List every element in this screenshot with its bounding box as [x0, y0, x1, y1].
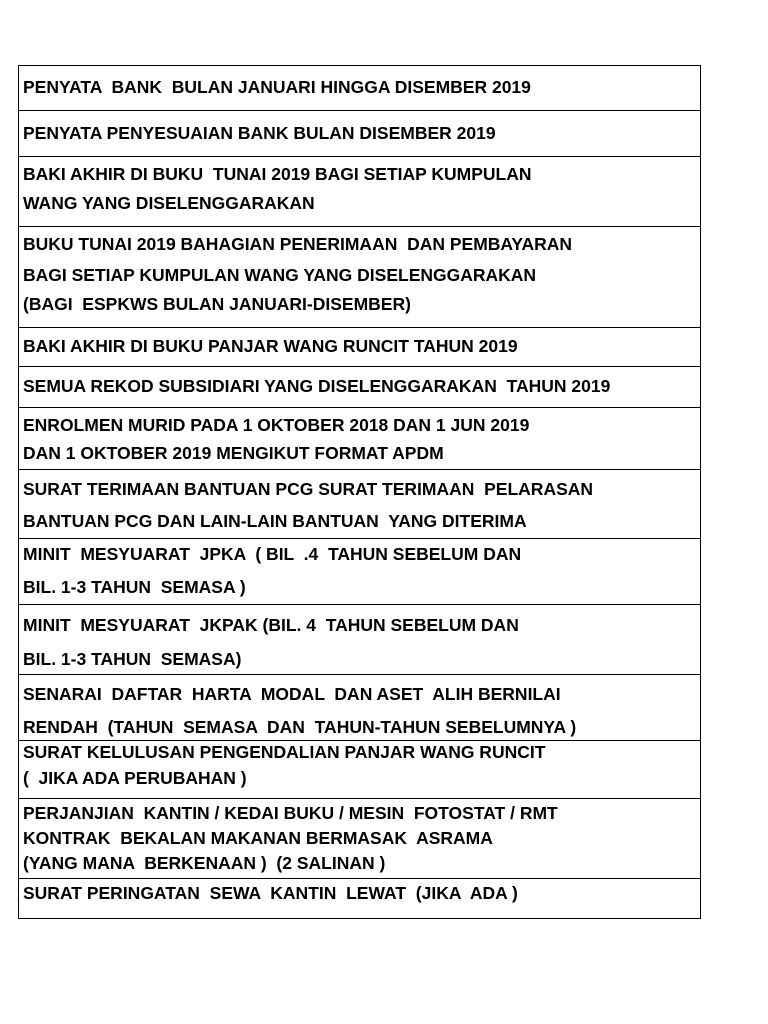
table-row [19, 798, 700, 878]
row-text: (BAGI ESPKWS BULAN JANUARI-DISEMBER) [23, 294, 411, 314]
row-text: DAN 1 OKTOBER 2019 MENGIKUT FORMAT APDM [23, 442, 444, 463]
row-text: ( JIKA ADA PERUBAHAN ) [23, 767, 247, 788]
row-text: BUKU TUNAI 2019 BAHAGIAN PENERIMAAN DAN PEMBAYARAN [23, 234, 573, 254]
table-row [19, 327, 700, 366]
row-text: SENARAI DAFTAR HARTA MODAL DAN ASET ALIH BERNILAI [23, 684, 561, 704]
table-row [19, 878, 700, 918]
row-text: RENDAH (TAHUN SEMASA DAN TAHUN-TAHUN SEBELUMNYA ) [23, 716, 577, 737]
table-row [19, 366, 700, 407]
table-row [19, 538, 700, 604]
row-text: SURAT TERIMAAN BANTUAN PCG SURAT TERIMAAN PELARASAN [23, 479, 594, 499]
row-text: BAKI AKHIR DI BUKU TUNAI 2019 BAGI SETIAP KUMPULAN [23, 164, 532, 184]
row-text: BAKI AKHIR DI BUKU PANJAR WANG RUNCIT TAHUN 2019 [23, 336, 518, 357]
row-text: MINIT MESYUARAT JKPAK (BIL. 4 TAHUN SEBELUM DAN [23, 615, 519, 635]
table-row [19, 407, 700, 469]
row-text: PENYATA PENYESUAIAN BANK BULAN DISEMBER 2019 [23, 122, 496, 143]
document-table [18, 65, 701, 919]
row-text: (YANG MANA BERKENAAN ) (2 SALINAN ) [23, 853, 386, 873]
row-text: BIL. 1-3 TAHUN SEMASA ) [23, 576, 246, 597]
row-text: BANTUAN PCG DAN LAIN-LAIN BANTUAN YANG DITERIMA [23, 510, 527, 531]
table-row [19, 740, 700, 798]
table-row [19, 156, 700, 226]
row-text: BIL. 1-3 TAHUN SEMASA) [23, 648, 242, 669]
row-text: PENYATA BANK BULAN JANUARI HINGGA DISEMBER 2019 [23, 77, 531, 98]
row-text: PERJANJIAN KANTIN / KEDAI BUKU / MESIN FOTOSTAT / RMT [23, 803, 558, 823]
row-text: SURAT PERINGATAN SEWA KANTIN LEWAT (JIKA ADA ) [23, 883, 518, 903]
row-text: WANG YANG DISELENGGARAKAN [23, 192, 315, 213]
row-text: SURAT KELULUSAN PENGENDALIAN PANJAR WANG RUNCIT [23, 742, 546, 762]
table-row [19, 674, 700, 740]
row-text: MINIT MESYUARAT JPKA ( BIL .4 TAHUN SEBELUM DAN [23, 544, 522, 564]
row-text: SEMUA REKOD SUBSIDIARI YANG DISELENGGARAKAN TAHUN 2019 [23, 376, 611, 397]
row-text: KONTRAK BEKALAN MAKANAN BERMASAK ASRAMA [23, 827, 493, 848]
table-row [19, 604, 700, 674]
table-row [19, 469, 700, 538]
row-text: ENROLMEN MURID PADA 1 OKTOBER 2018 DAN 1 JUN 2019 [23, 415, 530, 435]
row-text: BAGI SETIAP KUMPULAN WANG YANG DISELENGGARAKAN [23, 264, 537, 285]
table-row [19, 66, 700, 110]
table-row [19, 110, 700, 156]
table-row [19, 226, 700, 327]
